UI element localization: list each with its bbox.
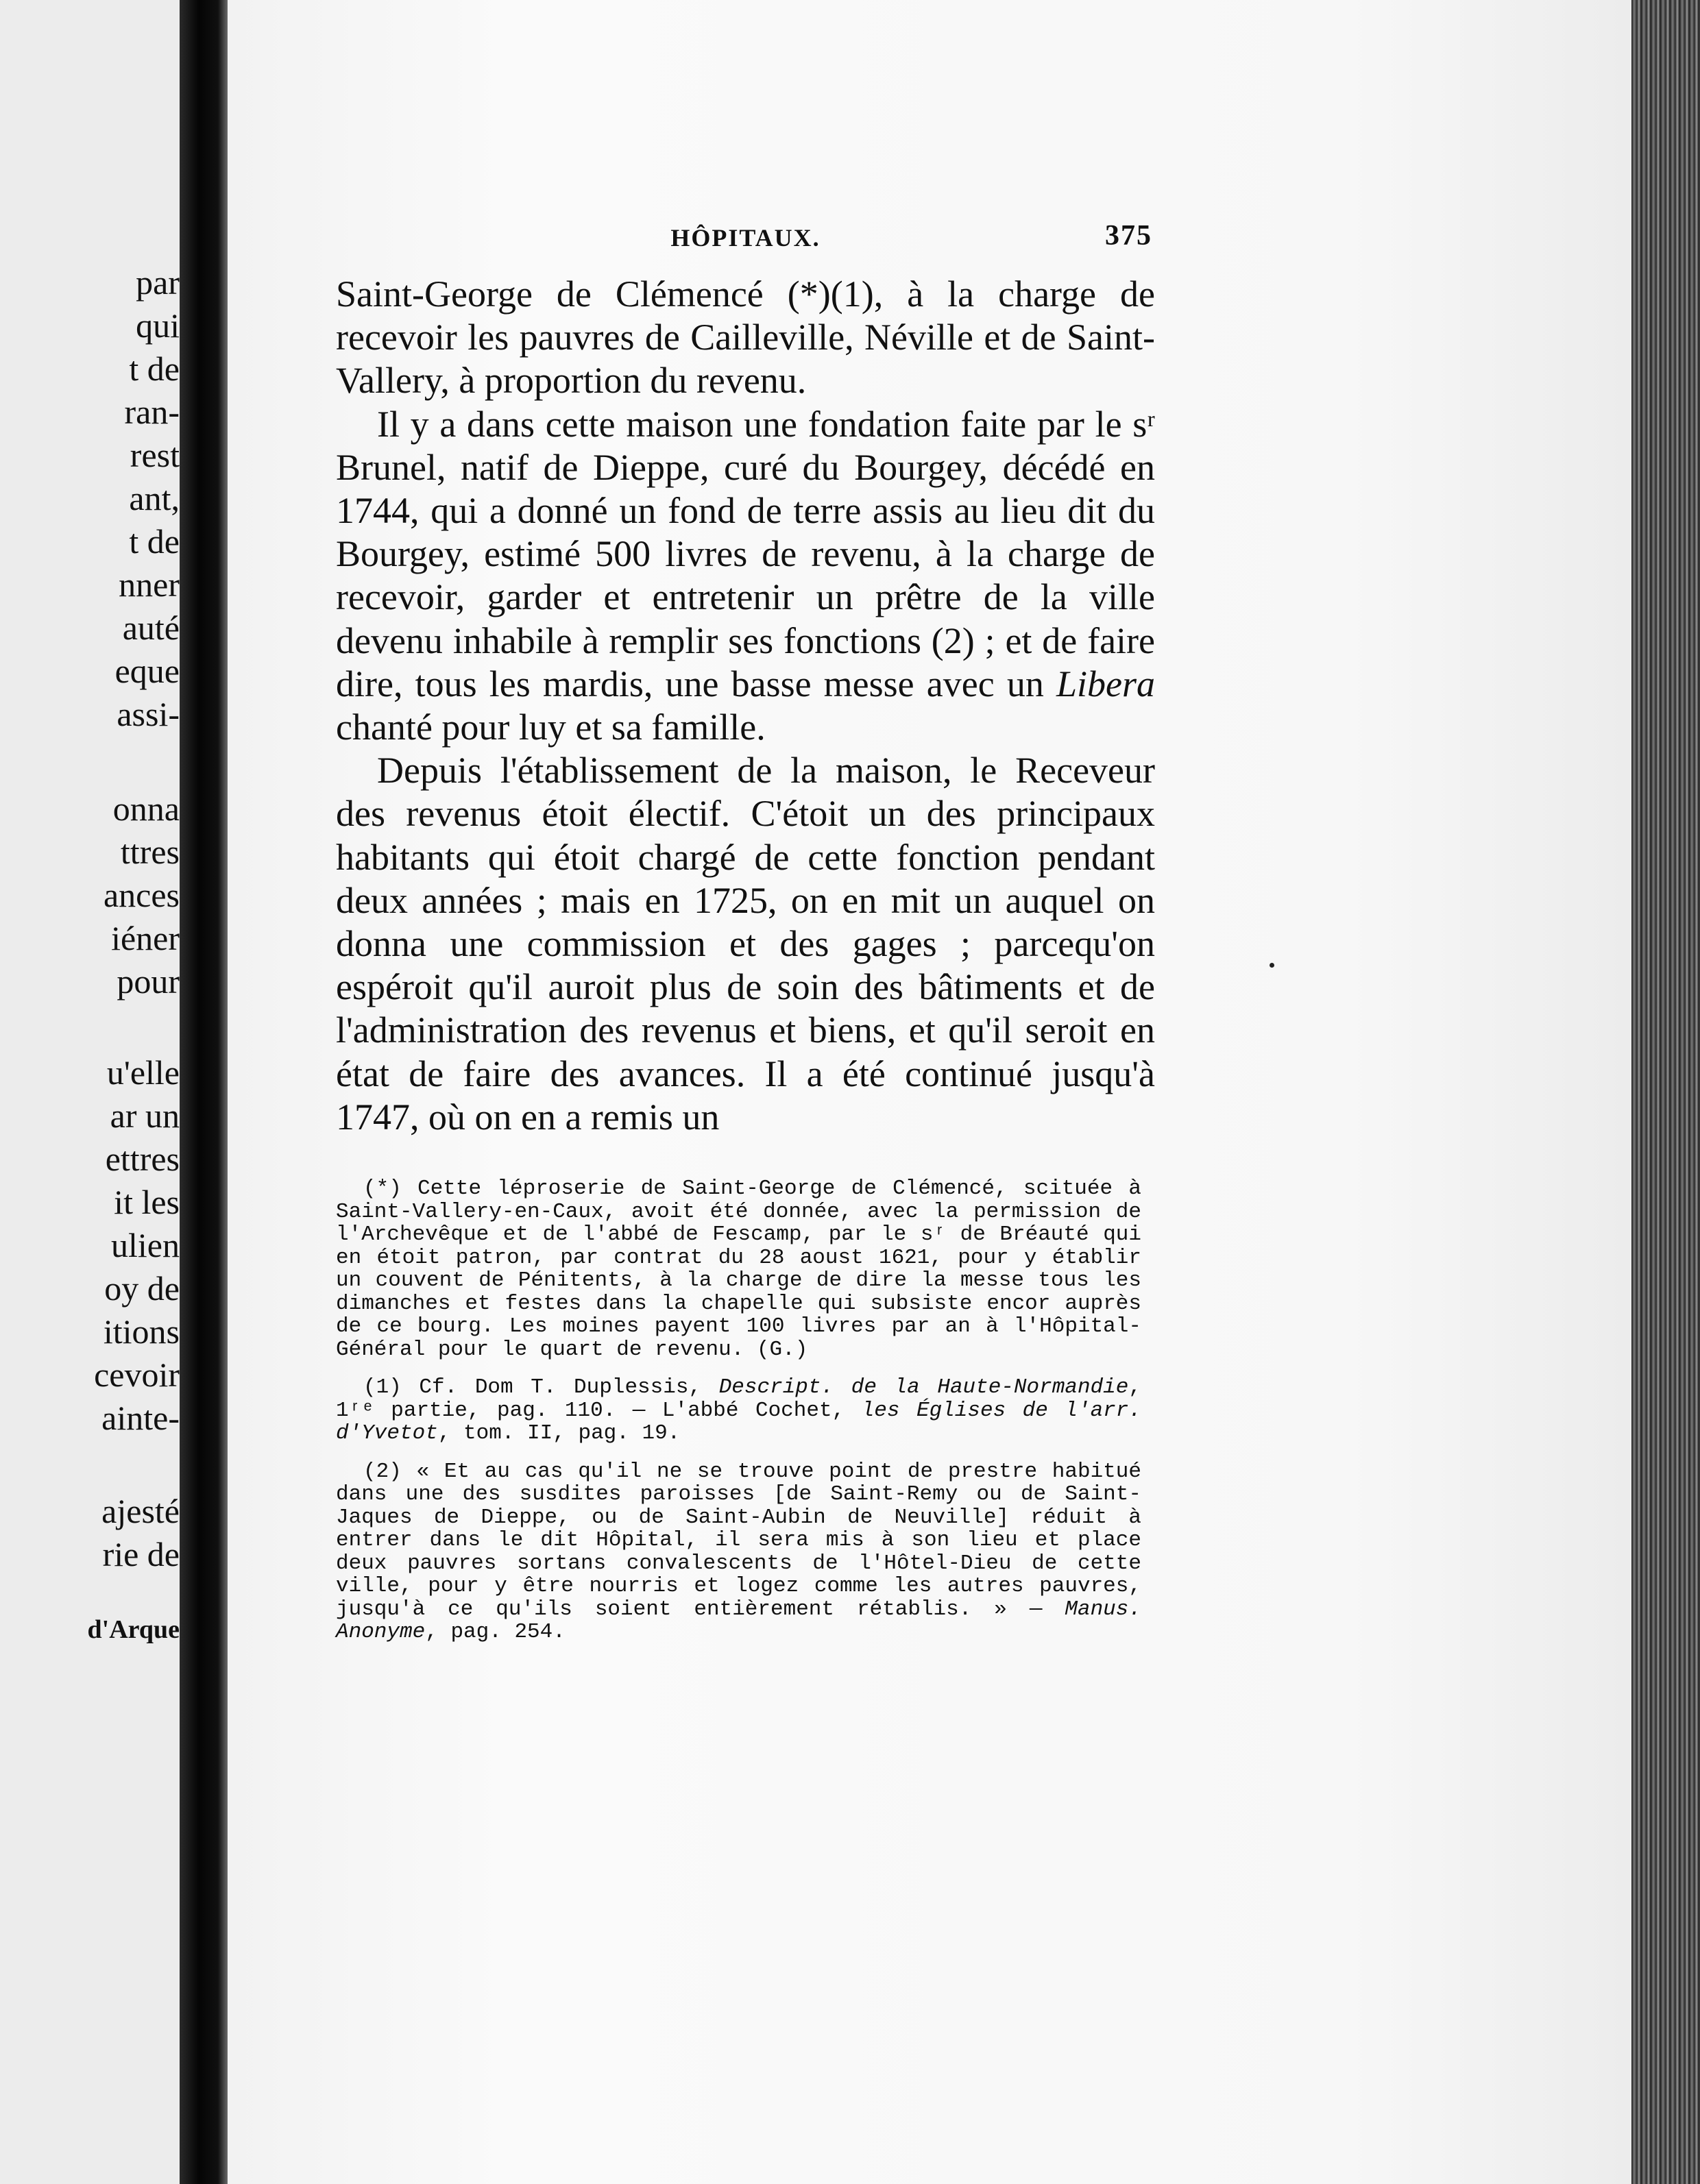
- left-line: itions: [103, 1312, 180, 1351]
- paragraph: [336, 403, 1155, 750]
- left-line: d'Arque: [87, 1615, 180, 1644]
- page-number: 375: [1105, 220, 1152, 251]
- paragraph-text: Il y a dans cette maison une fondation faite par le sʳ Brunel, natif de Dieppe, curé du Bourgey, décédé en 1744, qui a donné un fond de terre assis au lieu dit du Bourgey, estimé 500 livres de revenu, à la charge de recevoir, garder et entretenir un prêtre de la ville devenu inhabile à remplir ses fonctions (2) ; et de faire dire, tous les mardis, une basse messe avec un Libera chanté pour luy et sa famille.: [336, 403, 1155, 748]
- left-line: it les: [114, 1183, 180, 1221]
- paragraph: Depuis l'établissement de la maison, le Receveur des revenus étoit électif. C'étoit un des principaux habitants qui étoit chargé de cette fonction pendant deux années ; mais en 1725, on en mit un auquel on donna une commission et des gages ; parcequ'on espéroit qu'il auroit plus de soin des bâtiments et de l'administration des revenus et biens, et qu'il seroit en état de faire des avances. Il a été continué jusqu'à 1747, où on en a remis un: [336, 750, 1155, 1138]
- left-line: rest: [130, 436, 180, 474]
- left-line: rie de: [102, 1535, 180, 1573]
- footnotes: [336, 1177, 1141, 1644]
- running-title: HÔPITAUX.: [670, 224, 821, 251]
- left-line: iéner: [111, 919, 180, 957]
- left-line: t de: [129, 349, 180, 388]
- page-text-block: [336, 219, 1155, 1659]
- footnote: (2) « Et au cas qu'il ne se trouve point de prestre habitué dans une des susdites paroisses [de Saint-Remy ou de Saint-Jaques de Dieppe, ou de Saint-Aubin de Neuville] réduit à entrer dans le dit Hôpital, il sera mis à son lieu et place deux pauvres sortans convalescents de l'Hôtel-Dieu de cette ville, pour y être nourris et logez comme les autres pauvres, jusqu'à ce qu'ils soient entièrement rétablis. » — Manus. Anonyme, pag. 254.: [336, 1459, 1141, 1645]
- left-line: oy de: [104, 1269, 180, 1308]
- running-head: [336, 219, 1155, 267]
- left-line: ettres: [105, 1140, 180, 1178]
- speck: [1270, 963, 1274, 968]
- left-line: ar un: [110, 1096, 180, 1135]
- left-line: onna: [112, 789, 180, 828]
- left-line: cevoir: [94, 1355, 180, 1394]
- left-line: qui: [136, 306, 180, 345]
- left-line: ainte-: [101, 1399, 180, 1437]
- footnote: (1) Cf. Dom T. Duplessis, Descript. de la Haute-Normandie, 1ʳᵉ partie, pag. 110. — L'abbé Cochet, les Églises de l'arr. d'Yvetot, tom. II, pag. 19.: [336, 1375, 1141, 1446]
- left-line: auté: [122, 609, 180, 647]
- left-line: assi-: [117, 695, 180, 733]
- left-line: ances: [103, 876, 180, 914]
- left-line: ajesté: [101, 1492, 180, 1530]
- left-line: ttres: [120, 833, 180, 871]
- book-gutter: [180, 0, 228, 2184]
- left-line: ulien: [111, 1226, 180, 1264]
- left-line: nner: [119, 565, 180, 604]
- left-line: t de: [129, 522, 180, 561]
- body-text: [336, 273, 1155, 1139]
- left-line: pour: [117, 962, 180, 1001]
- footnote: (*) Cette léproserie de Saint-George de Clémencé, scituée à Saint-Vallery-en-Caux, avoit été donnée, avec la permission de l'Archevêque et de l'abbé de Fescamp, par le sʳ de Bréauté qui en étoit patron, par contrat du 28 aoust 1621, pour y établir un couvent de Pénitents, à la charge de dire la messe tous les dimanches et festes dans la chapelle qui subsiste encor auprès de ce bourg. Les moines payent 100 livres par an à l'Hôpital-Général pour le quart de revenu. (G.): [336, 1177, 1141, 1362]
- left-line: ran-: [124, 393, 180, 431]
- left-line: eque: [114, 652, 180, 690]
- left-page-fragment: [0, 0, 180, 2184]
- page-edges: [1631, 0, 1700, 2184]
- paragraph: Saint-George de Clémencé (*)(1), à la charge de recevoir les pauvres de Cailleville, Néville et de Saint-Vallery, à proportion du revenu.: [336, 273, 1155, 402]
- left-line: ant,: [129, 479, 180, 517]
- left-line: par: [136, 263, 180, 302]
- left-line: u'elle: [106, 1053, 180, 1092]
